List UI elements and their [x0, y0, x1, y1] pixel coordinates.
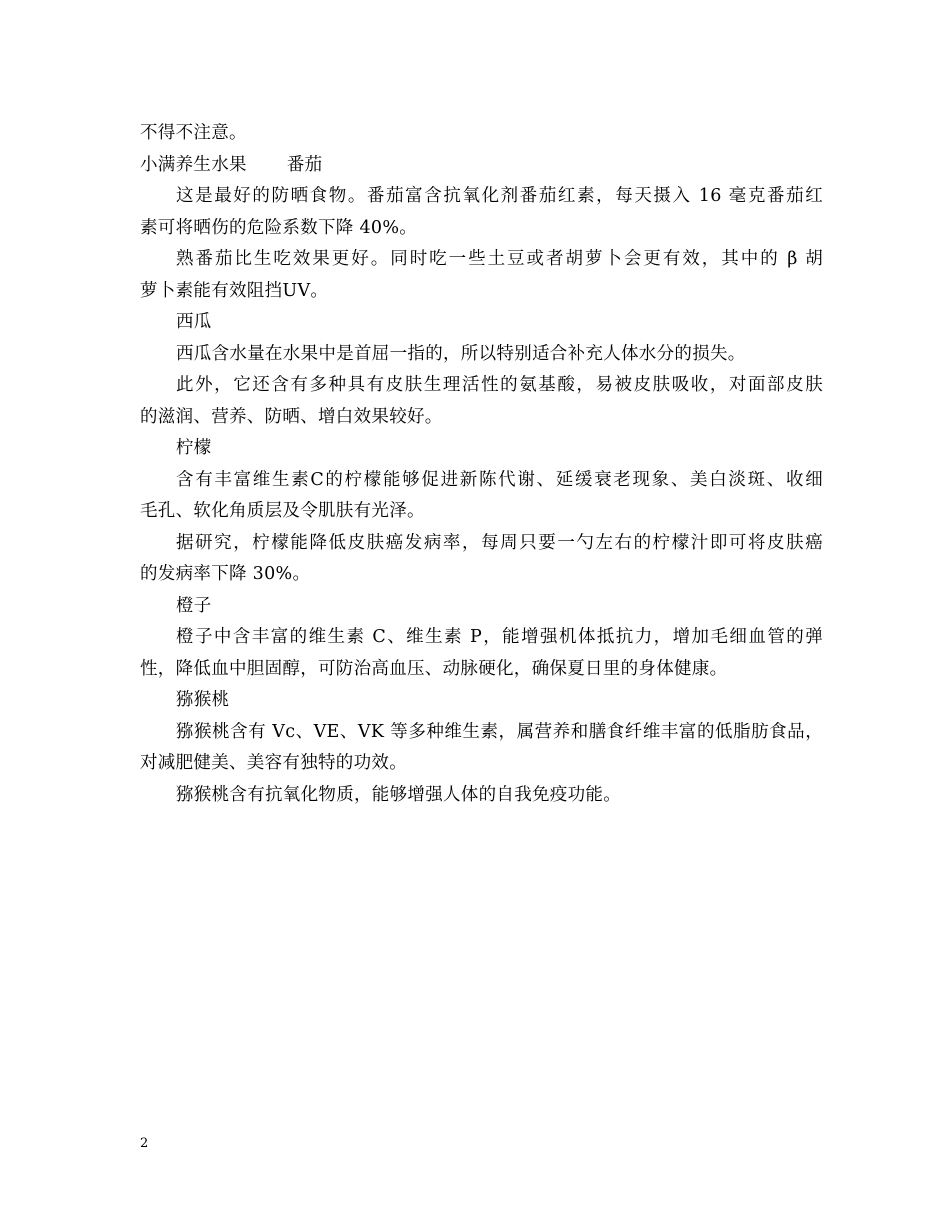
section-heading-label: 小满养生水果 [140, 154, 247, 175]
paragraph-line: 猕猴桃含有抗氧化物质，能够增强人体的自我免疫功能。 [176, 784, 621, 805]
fruit-heading: 橙子 [176, 595, 212, 616]
paragraph-line: 含有丰富维生素C的柠檬能够促进新陈代谢、延缓衰老现象、美白淡斑、收细 [176, 469, 823, 490]
paragraph-line: 对减肥健美、美容有独特的功效。 [140, 753, 407, 773]
paragraph-line: 萝卜素能有效阻挡UV。 [140, 280, 329, 301]
paragraph-line: 猕猴桃含有 Vc、VE、VK 等多种维生素，属营养和膳食纤维丰富的低脂肪食品， [176, 721, 823, 742]
paragraph-line: 此外，它还含有多种具有皮肤生理活性的氨基酸，易被皮肤吸收，对面部皮肤 [176, 375, 823, 395]
paragraph-line: 熟番茄比生吃效果更好。同时吃一些土豆或者胡萝卜会更有效，其中的 β 胡 [176, 249, 823, 269]
paragraph-line: 素可将晒伤的危险系数下降 40%。 [140, 217, 418, 238]
paragraph-line: 的滋润、营养、防晒、增白效果较好。 [140, 406, 443, 427]
section-heading [140, 150, 823, 182]
paragraph-line: 性，降低血中胆固醇，可防治高血压、动脉硬化，确保夏日里的身体健康。 [140, 658, 728, 679]
fruit-heading: 猕猴桃 [176, 690, 230, 710]
paragraph-line: 毛孔、软化角质层及令肌肤有光泽。 [140, 501, 425, 521]
paragraph-line: 的发病率下降 30%。 [140, 564, 311, 584]
fruit-heading: 西瓜 [176, 312, 212, 332]
paragraph-line: 橙子中含丰富的维生素 C、维生素 P，能增强机体抵抗力，增加毛细血管的弹 [176, 627, 823, 647]
paragraph-line: 这是最好的防晒食物。番茄富含抗氧化剂番茄红素，每天摄入 16 毫克番茄红 [176, 186, 823, 206]
fruit-heading: 柠檬 [176, 438, 212, 458]
page-number: 2 [140, 1136, 149, 1151]
paragraph-line: 西瓜含水量在水果中是首屈一指的，所以特别适合补充人体水分的损失。 [176, 343, 746, 364]
section-heading-fruit: 番茄 [286, 154, 323, 175]
document-body [140, 118, 823, 811]
paragraph-line: 据研究，柠檬能降低皮肤癌发病率，每周只要一勺左右的柠檬汁即可将皮肤癌 [176, 532, 823, 553]
text-line: 不得不注意。 [140, 123, 247, 143]
